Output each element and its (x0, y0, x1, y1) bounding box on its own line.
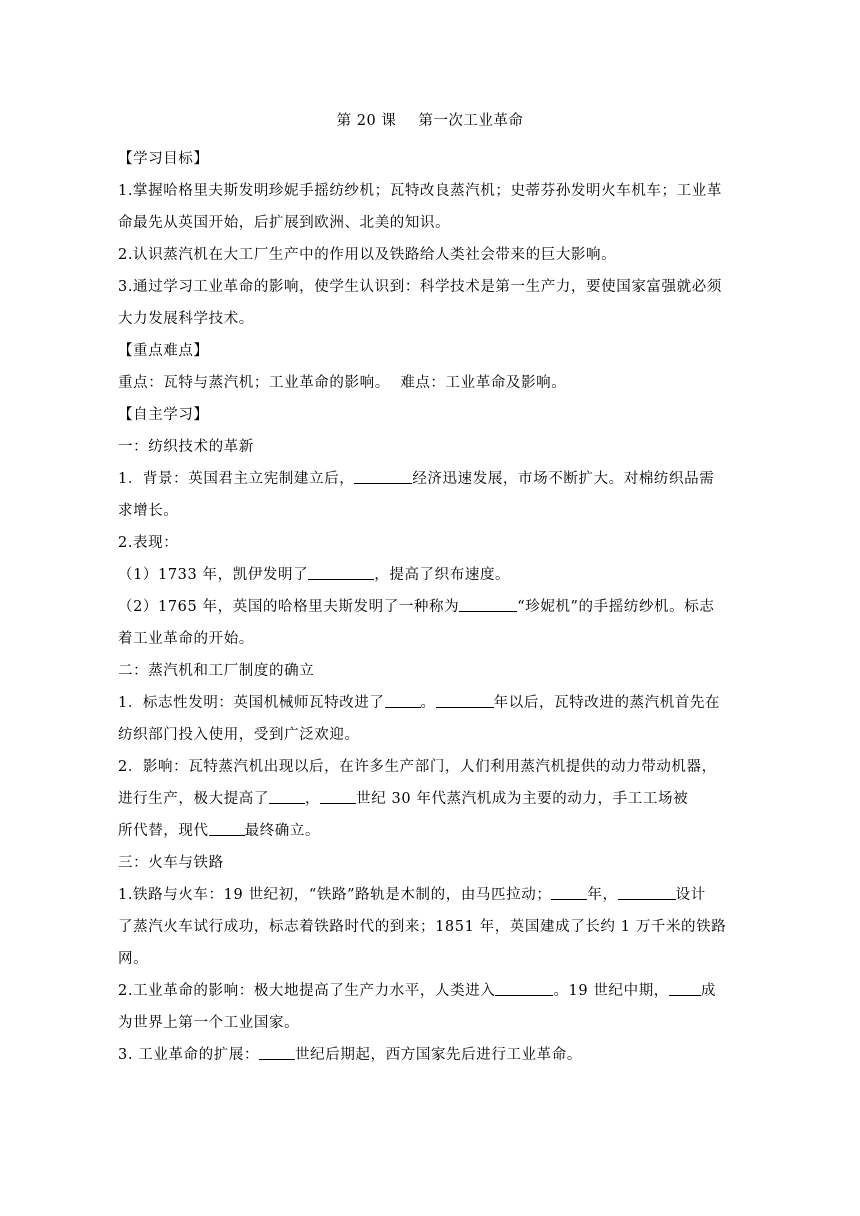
self-study-heading: 【自主学习】 (118, 407, 209, 423)
lesson-content (118, 143, 742, 1071)
section-2-title: 二：蒸汽机和工厂制度的确立 (118, 663, 315, 679)
blank[interactable] (669, 980, 701, 996)
impact-line-2: 进行生产，极大提高了 ， 世纪 30 年代蒸汽机成为主要的动力，手工工场被 (118, 783, 742, 815)
blank[interactable] (308, 564, 374, 580)
invention-line-2: 纺织部门投入使用，受到广泛欢迎。 (118, 727, 360, 743)
railway-line-3: 网。 (118, 951, 149, 967)
section-3-title: 三：火车与铁路 (118, 855, 224, 871)
performance-label: 2.表现： (118, 535, 179, 551)
goals-heading: 【学习目标】 (118, 151, 209, 167)
blank[interactable] (495, 980, 553, 996)
item-1765-line-1: （2）1765 年，英国的哈格里夫斯发明了一种称为 “珍妮机”的手摇纺纱机。标志 (118, 591, 742, 623)
blank[interactable] (618, 884, 676, 900)
goal-1-line-1: 1.掌握哈格里夫斯发明珍妮手摇纺纱机；瓦特改良蒸汽机；史蒂芬孙发明火车机车；工业革 (118, 183, 722, 199)
key-points: 重点：瓦特与蒸汽机；工业革命的影响。 难点：工业革命及影响。 (118, 375, 567, 391)
blank[interactable] (259, 1044, 295, 1060)
blank[interactable] (320, 788, 356, 804)
impact-line-1: 2．影响：瓦特蒸汽机出现以后，在许多生产部门，人们利用蒸汽机提供的动力带动机器， (118, 759, 717, 775)
expansion-line: 3. 工业革命的扩展： 世纪后期起，西方国家先后进行工业革命。 (118, 1039, 742, 1071)
item-1733: （1）1733 年，凯伊发明了 ，提高了织布速度。 (118, 559, 742, 591)
goal-1-line-2: 命最先从英国开始，后扩展到欧洲、北美的知识。 (118, 215, 451, 231)
item-1765-line-2: 着工业革命的开始。 (118, 631, 254, 647)
blank[interactable] (459, 596, 517, 612)
blank[interactable] (269, 788, 305, 804)
railway-line-1: 1.铁路与火车：19 世纪初，“铁路”路轨是木制的，由马匹拉动； 年， 设计 (118, 879, 742, 911)
effect-line-1: 2.工业革命的影响：极大地提高了生产力水平，人类进入 。19 世纪中期， 成 (118, 975, 742, 1007)
blank[interactable] (436, 692, 494, 708)
lesson-number: 第 20 课 (336, 113, 397, 129)
effect-line-2: 为世界上第一个工业国家。 (118, 1015, 300, 1031)
goal-2: 2.认识蒸汽机在大工厂生产中的作用以及铁路给人类社会带来的巨大影响。 (118, 247, 617, 263)
impact-line-3: 所代替，现代 最终确立。 (118, 815, 742, 847)
lesson-name: 第一次工业革命 (418, 113, 524, 129)
blank[interactable] (354, 468, 412, 484)
background-line-2: 求增长。 (118, 503, 179, 519)
page-title (0, 109, 860, 130)
background-line-1: 1．背景：英国君主立宪制建立后， 经济迅速发展，市场不断扩大。对棉纺织品需 (118, 463, 742, 495)
key-heading: 【重点难点】 (118, 343, 209, 359)
invention-line-1: 1．标志性发明：英国机械师瓦特改进了 。 年以后，瓦特改进的蒸汽机首先在 (118, 687, 742, 719)
blank[interactable] (385, 692, 421, 708)
railway-line-2: 了蒸汽火车试行成功，标志着铁路时代的到来；1851 年，英国建成了长约 1 万千米的铁路 (118, 919, 727, 935)
blank[interactable] (209, 820, 245, 836)
blank[interactable] (551, 884, 587, 900)
goal-3-line-2: 大力发展科学技术。 (118, 311, 254, 327)
goal-3-line-1: 3.通过学习工业革命的影响，使学生认识到：科学技术是第一生产力，要使国家富强就必须 (118, 279, 722, 295)
section-1-title: 一：纺织技术的革新 (118, 439, 254, 455)
